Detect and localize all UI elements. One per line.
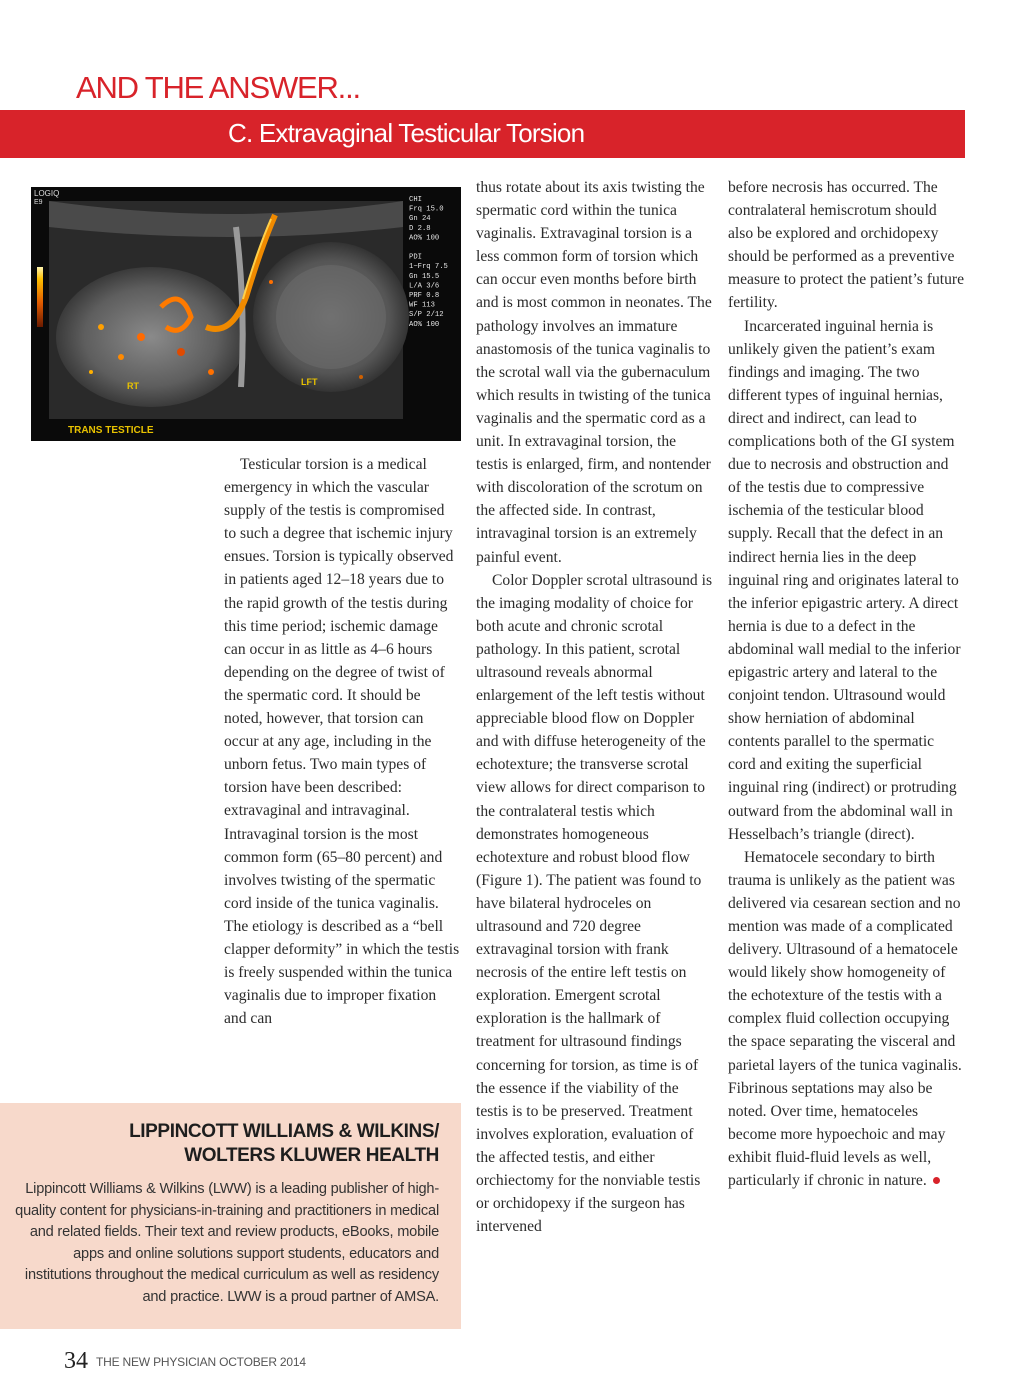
paragraph-text: Hematocele secondary to birth trauma is unlikely as the patient was delivered via cesarean section and no mention was made of a complicated delivery. Ultrasound of a hematocele would likely show homogeneity of the echotexture of the testis with a complex fluid collection occupying the space separating the visceral and parietal layers of the tunica vaginalis. Fibrinous septations may also be noted. Over time, hematoceles become more hypoechoic and may exhibit fluid-fluid levels as well, particularly if chronic in nature. xyxy=(728,848,962,1190)
paragraph: Incarcerated inguinal hernia is unlikely given the patient’s exam findings and imaging. The two different types of inguinal hernias, direct and indirect, can lead to complications both of the GI system due to necrosis and obstruction and of the testis due to compressive ischemia of the testicular blood supply. Recall that the defect in an indirect hernia lies in the deep inguinal ring and originates lateral to the inferior epigastric artery. A direct hernia is due to a defect in the abdominal wall medial to the inferior epigastric artery and lateral to the conjoint tendon. Ultrasound would show herniation of abdominal contents parallel to the spermatic cord and exiting the superficial inguinal ring (indirect) or protruding outward from the abdominal wall in Hesselbach’s triangle (direct). xyxy=(728,317,961,843)
section-kicker: AND THE ANSWER... xyxy=(76,70,360,105)
readout-line: L/A 3/6 xyxy=(409,282,440,291)
page-number: 34 xyxy=(64,1348,88,1374)
sidebar-body: Lippincott Williams & Wilkins (LWW) is a leading publisher of high-quality content for physicians-in-training and practitioners in medical and related fields. Their text and review products, eBooks, mobile apps and online solutions support students, educators and institutions throughout the medical curriculum as well as residency and practice. LWW is a proud partner of AMSA. xyxy=(15,1181,439,1305)
body-column-2 xyxy=(476,176,712,1238)
paragraph: Testicular torsion is a medical emergency in which the vascular supply of the testis is compromised to such a degree that ischemic injury ensues. Torsion is typically observed in patients aged 12–18 years due to the rapid growth of the testis during this time period; ischemic damage can occur in as little as 4–6 hours depending on the degree of twist of the spermatic cord. It should be noted, however, that torsion can occur at any age, including in the unborn fetus. Two main types of torsion have been described: extravaginal and intravaginal. Intravaginal torsion is the most common form (65–80 percent) and involves twisting of the spermatic cord inside of the tunica vaginalis. The etiology is described as a “bell clapper deformity” in which the testis is freely suspended within the tunica vaginalis due to improper fixation and can xyxy=(224,456,460,1028)
paragraph: thus rotate about its axis twisting the spermatic cord within the tunica vaginalis. Extravaginal torsion is a less common form of torsion which can occur even months before birth and is most common in neonates. The pathology involves an immature anastomosis of the tunica vaginalis to the scrotal wall via the gubernaculum which results in twisting of the tunica vaginalis and the spermatic cord as a unit. In extravaginal torsion, the testis is enlarged, firm, and nontender with discoloration of the scrotum on the affected side. In contrast, intravaginal torsion is an extremely painful event. xyxy=(476,179,712,566)
readout-line: Frq 15.0 xyxy=(409,205,444,214)
scanner-logo: LOGIQ xyxy=(34,189,60,198)
sidebar-title-line: LIPPINCOTT WILLIAMS & WILKINS/ xyxy=(129,1121,439,1142)
end-mark-icon xyxy=(933,1177,940,1184)
readout-line: PDI xyxy=(409,253,422,262)
publication-name: THE NEW PHYSICIAN OCTOBER 2014 xyxy=(96,1354,306,1369)
readout-line: WF 113 xyxy=(409,301,435,310)
figure-caption: TRANS TESTICLE xyxy=(68,425,154,436)
readout-line: CHI xyxy=(409,196,422,204)
scanner-model: E9 xyxy=(34,199,43,206)
ultrasound-image xyxy=(31,187,461,441)
paragraph: before necrosis has occurred. The contralateral hemiscrotum should also be explored and orchidopexy should be performed as a preventive measure to protect the patient’s future fertility. xyxy=(728,179,964,312)
label-lft: LFT xyxy=(301,377,318,387)
paragraph xyxy=(728,846,964,1192)
body-column-1 xyxy=(224,453,460,1030)
readout-line: AO% 100 xyxy=(409,234,440,243)
publisher-sidebar xyxy=(0,1103,461,1329)
answer-banner xyxy=(0,110,965,158)
readout-line: Gn 24 xyxy=(409,215,431,224)
ultrasound-figure xyxy=(31,187,461,441)
sidebar-title-line: WOLTERS KLUWER HEALTH xyxy=(184,1145,439,1166)
readout-line: Gn 15.5 xyxy=(409,272,440,281)
label-rt: RT xyxy=(127,381,139,391)
readout-line: S/P 2/12 xyxy=(409,311,444,320)
paragraph: Color Doppler scrotal ultrasound is the imaging modality of choice for both acute and chronic scrotal pathology. In this patient, scrotal ultrasound reveals abnormal enlargement of the left testis without appreciable blood flow on Doppler and with diffuse heterogeneity of the echotexture; the transverse scrotal view allows for direct comparison to the contralateral testis which demonstrates homogeneous echotexture and robust blood flow (Figure 1). The patient was found to have bilateral hydroceles on ultrasound and 720 degree extravaginal torsion with frank necrosis of the entire left testis on exploration. Emergent scrotal exploration is the hallmark of treatment for ultrasound findings concerning for torsion, as time is of the essence if the viability of the testis is to be preserved. Treatment involves exploration, evaluation of the affected testis, and either orchiectomy for the nonviable testis or orchidopexy if the surgeon has intervened xyxy=(476,571,713,1236)
readout-line: 1−Frq 7.5 xyxy=(409,263,448,272)
readout-line: PRF 0.8 xyxy=(409,292,440,300)
body-column-3 xyxy=(728,176,964,1192)
sidebar-title xyxy=(129,1120,439,1168)
page-footer xyxy=(64,1348,306,1375)
readout-line: D 2.8 xyxy=(409,224,431,233)
answer-title: C. Extravaginal Testicular Torsion xyxy=(228,118,585,148)
readout-line: AO% 100 xyxy=(409,320,440,329)
